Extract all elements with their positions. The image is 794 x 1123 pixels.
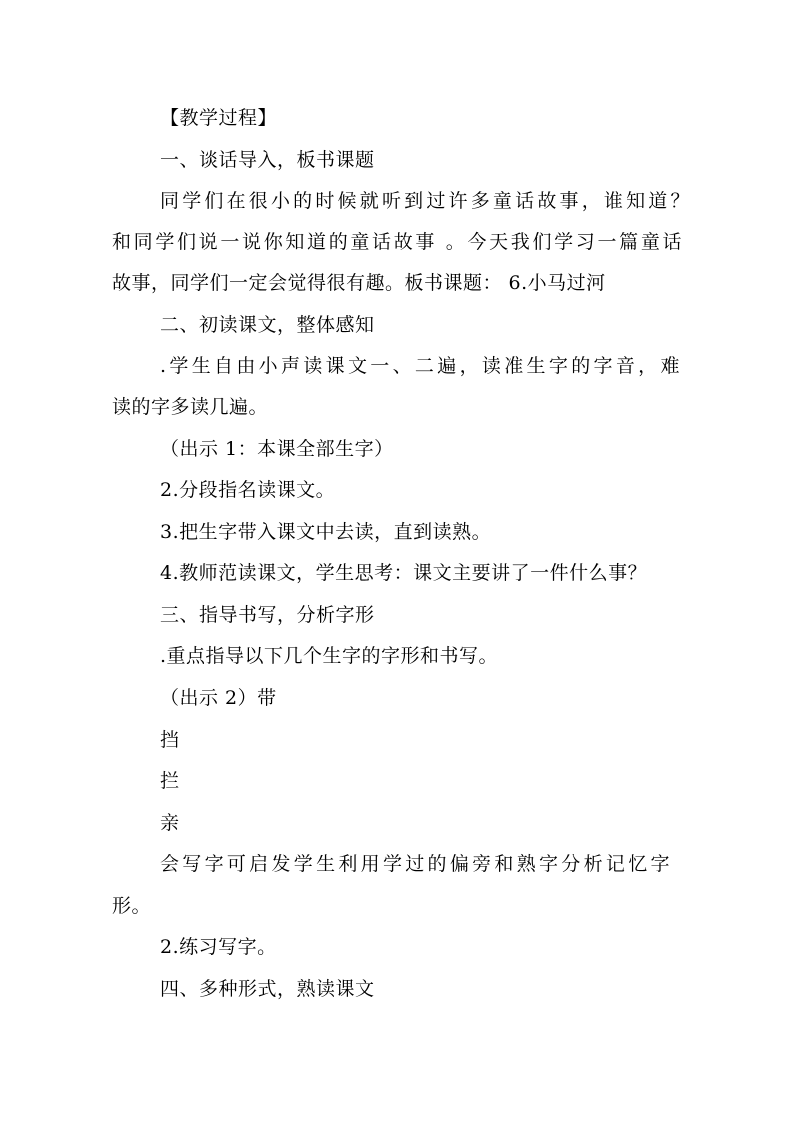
section-2-item-1-line-2: 读的字多读几遍。 (112, 396, 269, 418)
character-1: 挡 (160, 729, 180, 751)
section-3-note-line-2: 形。 (112, 895, 152, 917)
section-1-para-line-3: 故事，同学们一定会觉得很有趣。板书课题： 6.小马过河 (112, 272, 606, 294)
character-2: 拦 (160, 770, 180, 792)
section-3-item-2: 2.练习写字。 (160, 936, 277, 958)
show-1-note: （出示 1：本课全部生字） (160, 438, 394, 460)
section-2-item-3: 3.把生字带入课文中去读，直到读熟。 (160, 521, 492, 543)
show-2-note: （出示 2）带 (160, 687, 277, 709)
section-1-para-line-2: 和同学们说一说你知道的童话故事 。今天我们学习一篇童话 (112, 231, 682, 253)
section-2-title: 二、初读课文，整体感知 (160, 314, 375, 336)
section-2-item-2: 2.分段指名读课文。 (160, 479, 336, 501)
character-3: 亲 (160, 812, 180, 834)
process-heading: 【教学过程】 (160, 107, 278, 129)
section-3-note-line-1: 会写字可启发学生利用学过的偏旁和熟字分析记忆字 (160, 853, 670, 875)
section-4-title: 四、多种形式，熟读课文 (160, 978, 375, 1000)
section-1-para-line-1: 同学们在很小的时候就听到过许多童话故事，谁知道？ (160, 190, 690, 212)
section-3-title: 三、指导书写，分析字形 (160, 604, 375, 626)
section-3-item-1: .重点指导以下几个生字的字形和书写。 (160, 645, 499, 667)
section-2-item-4: 4.教师范读课文，学生思考：课文主要讲了一件什么事？ (160, 562, 648, 584)
section-1-title: 一、谈话导入，板书课题 (160, 149, 375, 171)
section-2-item-1-line-1: .学生自由小声读课文一、二遍，读准生字的字音，难 (160, 355, 680, 377)
